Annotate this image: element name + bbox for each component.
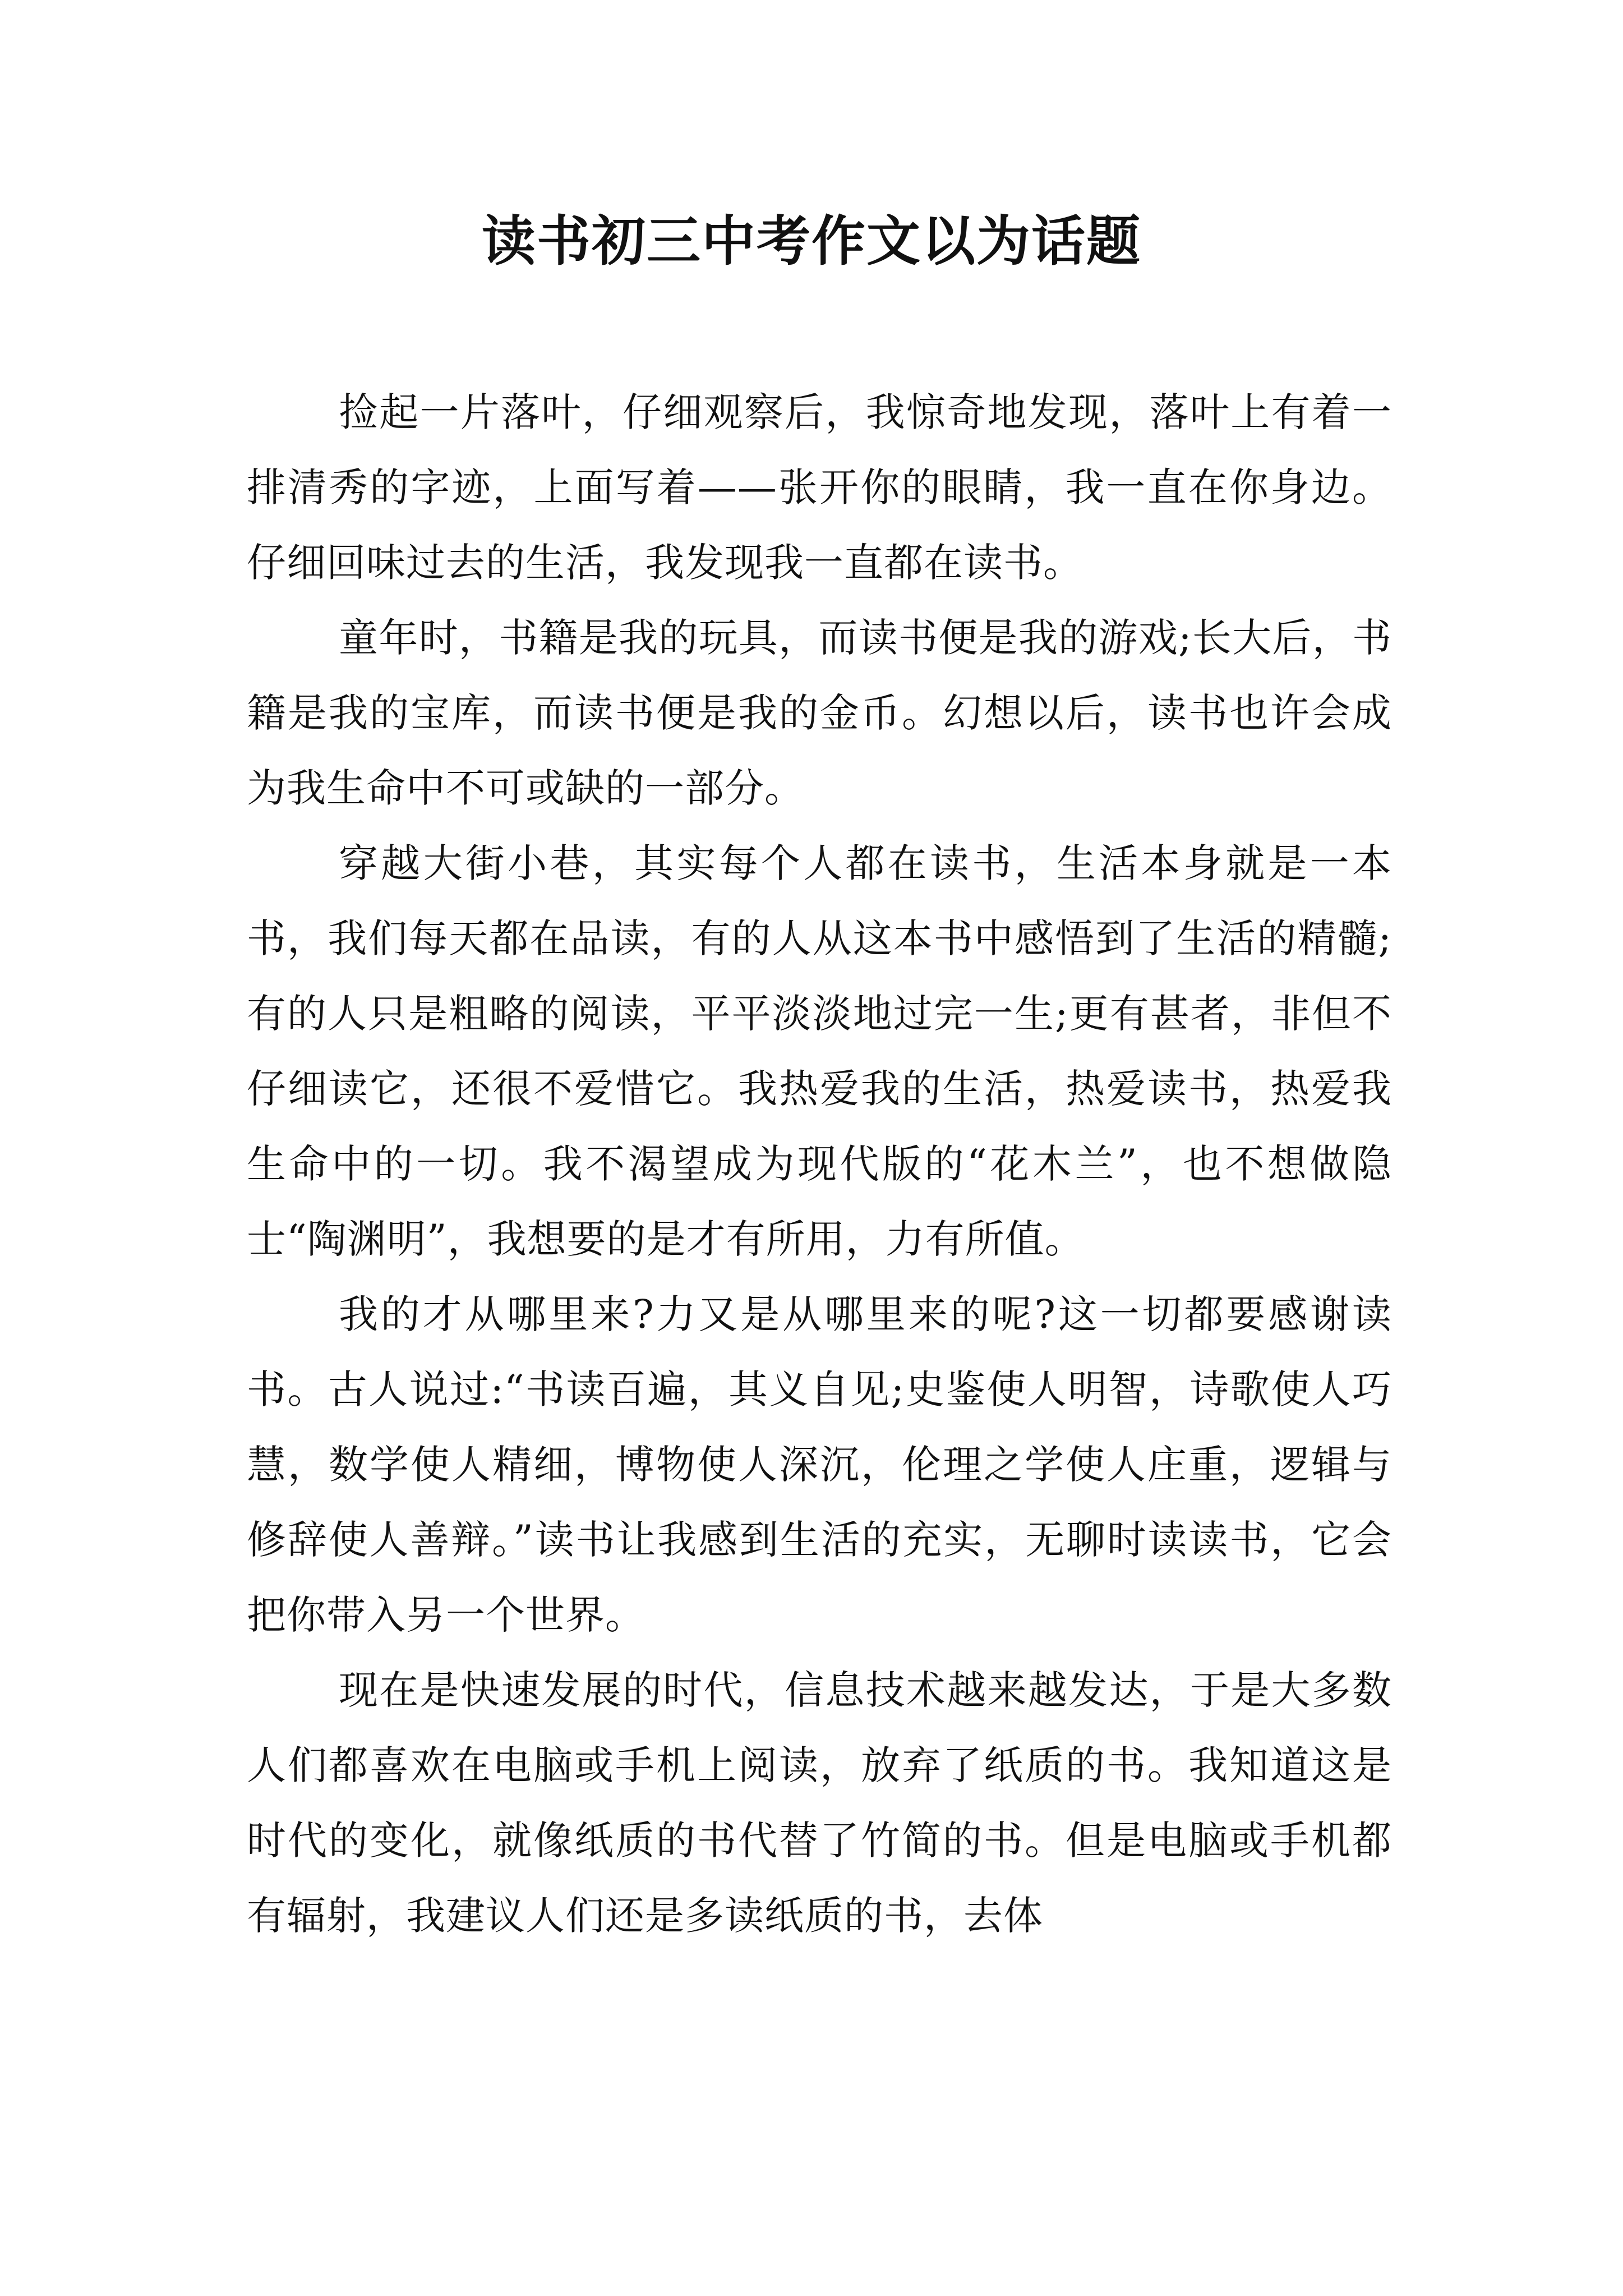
paragraph: 童年时，书籍是我的玩具，而读书便是我的游戏;长大后，书籍是我的宝库，而读书便是我的金币。幻想以后，读书也许会成为我生命中不可或缺的一部分。 bbox=[247, 615, 1392, 811]
paragraph: 我的才从哪里来?力又是从哪里来的呢?这一切都要感谢读书。古人说过:“书读百遍，其义自见;史鉴使人明智，诗歌使人巧慧，数学使人精细，博物使人深沉，伦理之学使人庄重，逻辑与修辞使人善辩。”读书让我感到生活的充实，无聊时读读书，它会把你带入另一个世界。 bbox=[247, 1291, 1392, 1638]
document-title: 读书初三中考作文以为话题 bbox=[482, 209, 1141, 273]
paragraph: 穿越大街小巷，其实每个人都在读书，生活本身就是一本书，我们每天都在品读，有的人从这本书中感悟到了生活的精髓;有的人只是粗略的阅读，平平淡淡地过完一生;更有甚者，非但不仔细读它，还很不爱惜它。我热爱我的生活，热爱读书，热爱我生命中的一切。我不渴望成为现代版的“花木兰”，也不想做隐士“陶渊明”，我想要的是才有所用，力有所值。 bbox=[247, 840, 1392, 1262]
paragraph: 现在是快速发展的时代，信息技术越来越发达，于是大多数人们都喜欢在电脑或手机上阅读，放弃了纸质的书。我知道这是时代的变化，就像纸质的书代替了竹简的书。但是电脑或手机都有辐射，我建议人们还是多读纸质的书，去体 bbox=[247, 1667, 1392, 1939]
document-body bbox=[247, 375, 1392, 1953]
paragraph: 捡起一片落叶，仔细观察后，我惊奇地发现，落叶上有着一排清秀的字迹，上面写着——张开你的眼睛，我一直在你身边。仔细回味过去的生活，我发现我一直都在读书。 bbox=[247, 389, 1392, 586]
